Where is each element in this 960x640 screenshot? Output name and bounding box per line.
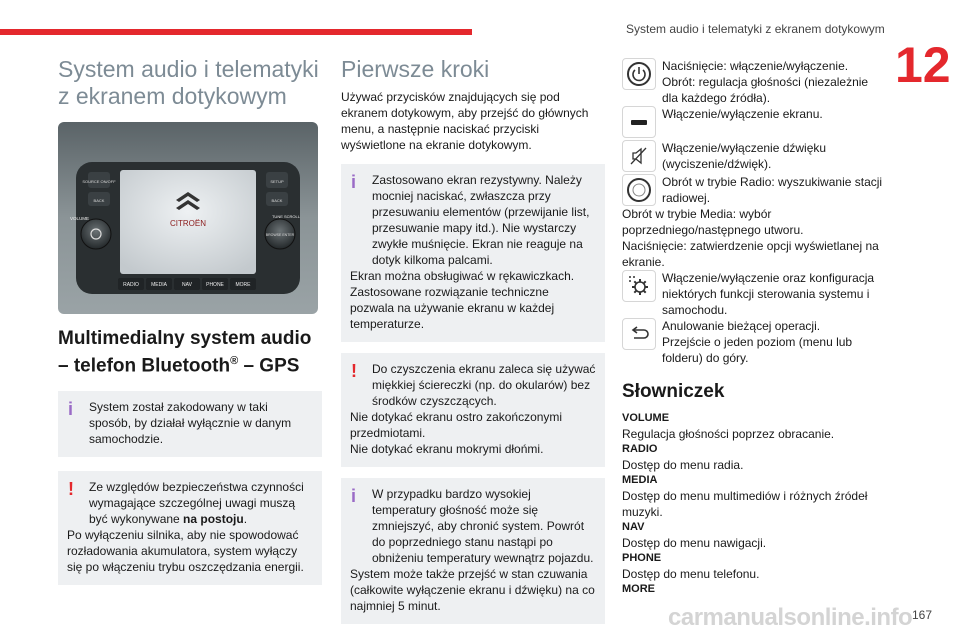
back-arrow-icon bbox=[622, 318, 656, 350]
glossary-term: MEDIA bbox=[622, 474, 658, 486]
radio-button[interactable]: RADIO bbox=[123, 282, 139, 288]
glossary-desc: Dostęp do menu multimediów i różnych źródeł muzyki. bbox=[622, 489, 868, 519]
control-text: Włączenie/wyłączenie oraz konfiguracja niektórych funkcji sterowania systemu i samochodu. bbox=[662, 271, 875, 317]
left-button-back[interactable]: BACK bbox=[93, 198, 105, 203]
warning-icon: ! bbox=[68, 479, 74, 500]
registered-mark: ® bbox=[230, 355, 239, 367]
section-heading-text: Multimedialny system audio – telefon Bluetooth bbox=[58, 328, 312, 377]
tune-knob-inner-label: BROWSE ENTER bbox=[265, 233, 295, 237]
intro-paragraph: Używać przycisków znajdujących się pod ekranem dotykowym, aby przejść do głównych menu, a następnie naciskać przyciski wyświetlone na ekranie dotykowym. bbox=[341, 90, 589, 152]
heading-glossary: Słowniczek bbox=[622, 381, 725, 402]
warning-box-cleaning bbox=[341, 353, 605, 467]
info-icon: i bbox=[68, 399, 74, 420]
section-header: System audio i telematyki z ekranem dotykowym bbox=[626, 22, 885, 36]
warning-text-2: Po wyłączeniu silnika, aby nie spowodować rozładowania akumulatora, system wyłączy się po włączeniu trybu oszczędzania energii. bbox=[67, 528, 304, 575]
glossary-list bbox=[622, 411, 887, 597]
info-text-b: System może także przejść w stan czuwania (całkowite wyłączenie ekranu i dźwięku) na co najmniej 5 minut. bbox=[350, 567, 595, 613]
volume-label: VOLUME bbox=[70, 216, 90, 221]
warning-box-safety bbox=[58, 471, 322, 585]
control-text: Włączenie/wyłączenie ekranu. bbox=[662, 107, 823, 121]
info-box-temperature bbox=[341, 478, 605, 624]
info-box-resistive bbox=[341, 164, 605, 342]
control-back bbox=[622, 318, 887, 366]
right-button-setup[interactable]: SETUP bbox=[270, 179, 284, 184]
right-button-back[interactable]: BACK bbox=[271, 198, 283, 203]
page-number: 167 bbox=[912, 608, 933, 622]
mute-icon bbox=[622, 140, 656, 172]
info-text-c: Zastosowane rozwiązanie techniczne pozwala na używanie ekranu w każdej temperaturze. bbox=[350, 285, 555, 331]
control-mute bbox=[622, 140, 887, 174]
warning-text-b: Nie dotykać ekranu ostro zakończonymi przedmiotami. bbox=[350, 410, 563, 440]
left-button-source[interactable]: SOURCE ON/OFF bbox=[82, 179, 116, 184]
control-screen bbox=[622, 106, 887, 140]
control-text: Naciśnięcie: włączenie/wyłączenie. bbox=[662, 59, 849, 73]
warning-text-a: Do czyszczenia ekranu zaleca się używać miękkiej ściereczki (np. do okularów) bez środków czyszczących. bbox=[372, 362, 596, 408]
glossary-desc: Dostęp do menu radia. bbox=[622, 458, 744, 472]
column-right bbox=[622, 58, 887, 597]
head-unit-illustration bbox=[58, 122, 318, 314]
phone-button[interactable]: PHONE bbox=[206, 282, 224, 288]
top-accent-bar bbox=[0, 29, 472, 35]
glossary-desc: Dostęp do menu telefonu. bbox=[622, 567, 760, 581]
info-icon: i bbox=[351, 486, 357, 506]
section-heading-multimedia bbox=[58, 327, 322, 377]
warning-icon: ! bbox=[351, 361, 357, 381]
glossary-term: VOLUME bbox=[622, 412, 670, 424]
info-box-coding bbox=[58, 391, 322, 457]
warning-text-c: Nie dotykać ekranu mokrymi dłońmi. bbox=[350, 442, 544, 456]
glossary-desc: Dostęp do menu nawigacji. bbox=[622, 536, 767, 550]
glossary-term: NAV bbox=[622, 521, 645, 533]
control-tune bbox=[622, 174, 887, 270]
page-title: System audio i telematyki z ekranem dotykowym bbox=[58, 56, 319, 109]
info-text-a: W przypadku bardzo wysokiej temperatury głośność może się zmniejszyć, aby chronić system. Powrót do poprzedniego stanu nastąpi po obniżeniu temperatury wewnątrz pojazdu. bbox=[372, 487, 594, 565]
watermark-text: carmanualsonline.info bbox=[668, 604, 913, 631]
control-text: Obrót: regulacja głośności (niezależnie dla każdego źródła). bbox=[662, 75, 869, 105]
chapter-number: 12 bbox=[895, 37, 951, 93]
glossary-term: PHONE bbox=[622, 552, 662, 564]
control-text: Anulowanie bieżącej operacji. bbox=[662, 319, 821, 333]
warning-text-bold: na postoju bbox=[183, 512, 244, 527]
info-text-b: Ekran można obsługiwać w rękawiczkach. bbox=[350, 269, 575, 283]
warning-text-a: Ze względów bezpieczeństwa czynności wymagające szczególnej uwagi muszą być wykonywane bbox=[89, 480, 304, 527]
info-text-a: Zastosowano ekran rezystywny. Należy mocniej naciskać, zwłaszcza przy przesuwaniu elementów (przewijanie list, przesuwanie mapy itd.). Nie wystarczy zwykłe muśnięcie. Ekran nie reaguje na dotyk kilkoma palcami. bbox=[372, 173, 590, 267]
setup-gear-icon bbox=[622, 270, 656, 302]
control-power bbox=[622, 58, 887, 106]
glossary-desc: Regulacja głośności poprzez obracanie. bbox=[622, 427, 835, 441]
media-button[interactable]: MEDIA bbox=[151, 282, 167, 288]
column-left bbox=[58, 56, 322, 585]
more-button[interactable]: MORE bbox=[235, 282, 251, 288]
heading-first-steps: Pierwsze kroki bbox=[341, 56, 490, 82]
warning-text-1 bbox=[67, 479, 313, 527]
control-text: Naciśnięcie: zatwierdzenie opcji wyświetlanej na ekranie. bbox=[622, 239, 879, 269]
tune-knob-icon bbox=[622, 174, 656, 206]
brand-logo-text: CITROËN bbox=[170, 219, 206, 228]
bottom-button-row bbox=[118, 278, 256, 290]
glossary-term: RADIO bbox=[622, 443, 658, 455]
section-heading-tail: – GPS bbox=[238, 355, 300, 377]
nav-button[interactable]: NAV bbox=[182, 282, 192, 288]
volume-knob[interactable] bbox=[81, 219, 111, 249]
glossary-term: MORE bbox=[622, 583, 655, 595]
warning-text-b: . bbox=[243, 512, 248, 527]
power-knob-icon bbox=[622, 58, 656, 90]
column-middle bbox=[341, 56, 605, 624]
control-text: Włączenie/wyłączenie dźwięku (wyciszenie/dźwięk). bbox=[662, 141, 827, 171]
info-icon: i bbox=[351, 172, 357, 192]
info-text: System został zakodowany w taki sposób, by działał wyłącznie w danym samochodzie. bbox=[89, 400, 292, 447]
control-text: Przejście o jeden poziom (menu lub folderu) do góry. bbox=[662, 335, 853, 365]
head-unit-photo bbox=[58, 122, 318, 314]
control-text: Obrót w trybie Radio: wyszukiwanie stacji radiowej. bbox=[662, 175, 883, 205]
screen-off-icon bbox=[622, 106, 656, 138]
control-setup bbox=[622, 270, 887, 318]
control-text: Obrót w trybie Media: wybór poprzedniego/następnego utworu. bbox=[622, 207, 804, 237]
tune-label: TUNE SCROLL bbox=[271, 214, 301, 219]
